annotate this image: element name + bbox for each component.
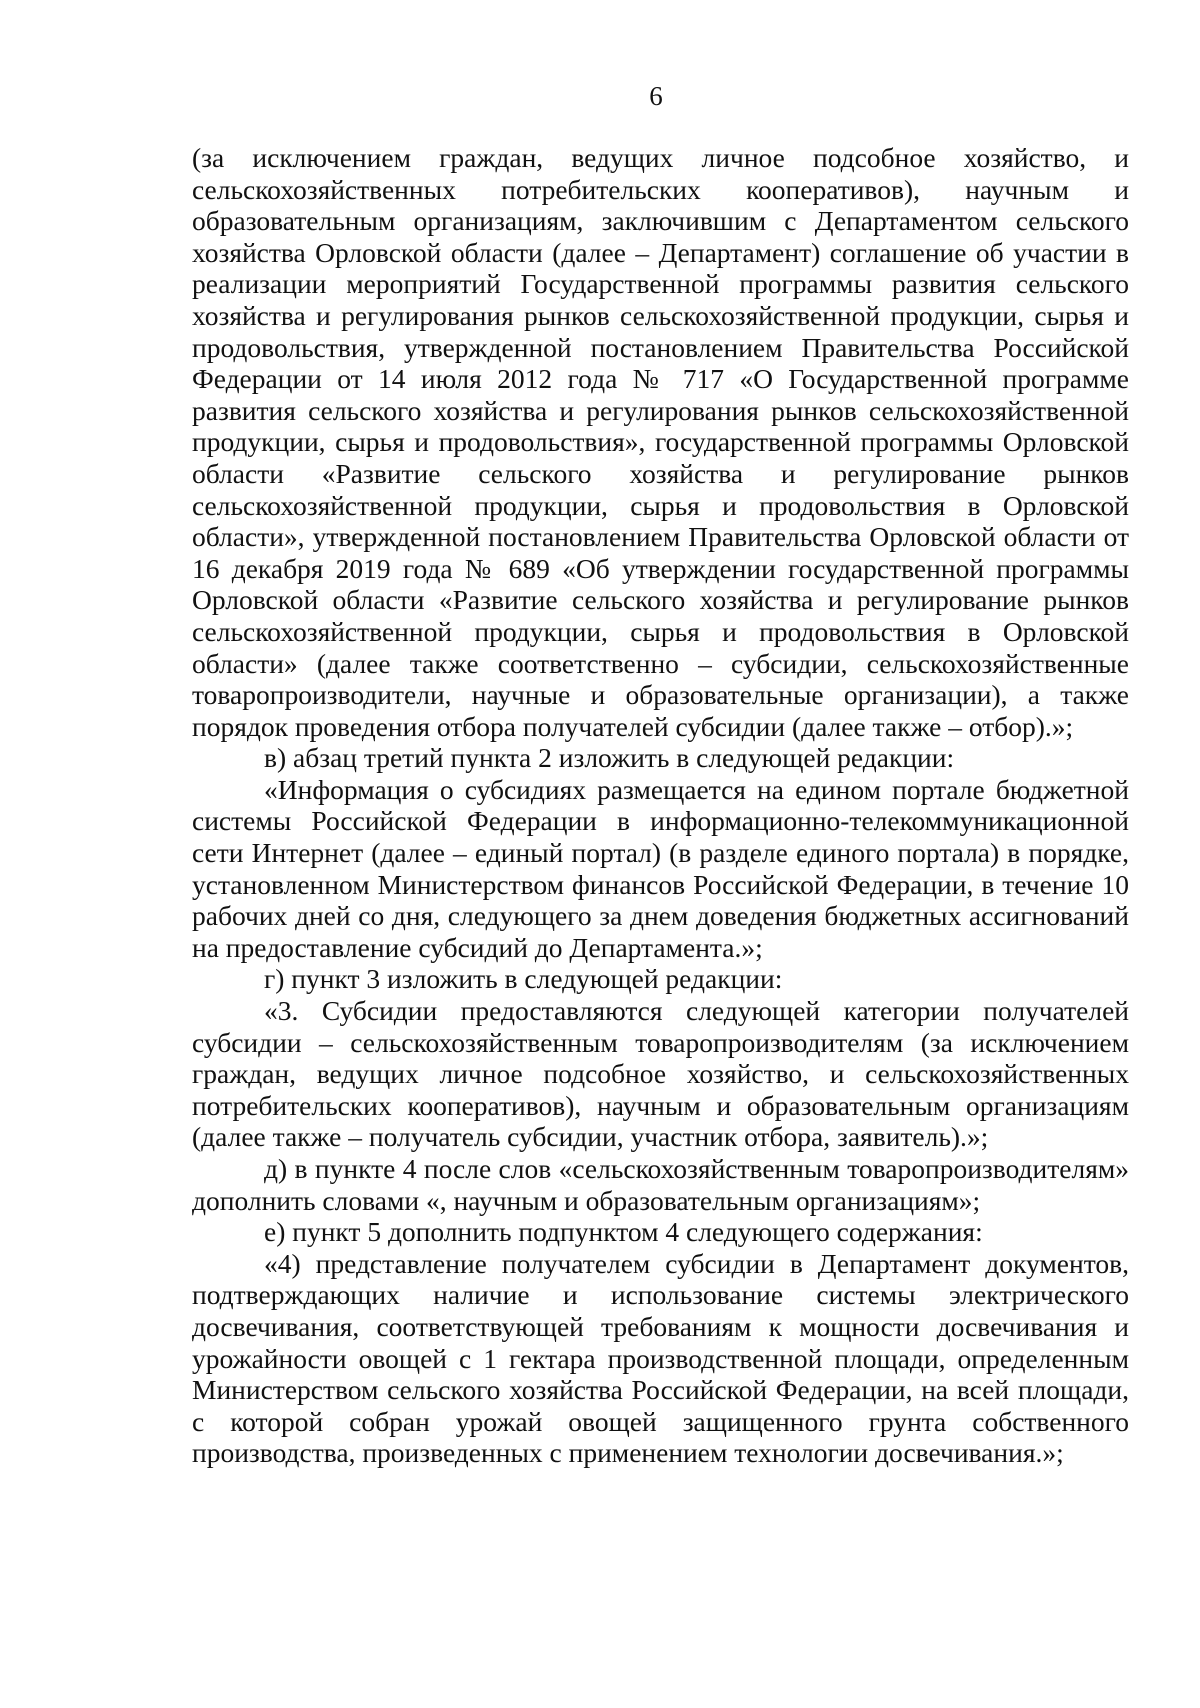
paragraph-quote-subpoint-4: «4) представление получателем субсидии в Департамент документов, подтверждающих наличие и использование системы электрического досвечивания, соответствующей требованиям к мощности досвечивания и урожайности овощей с 1 гектара производственной площади, определенным Министерством сельского хозяйства Российской Федерации, на всей площади, с которой собран урожай овощей защищенного грунта собственного производства, произведенных с применением технологии досвечивания.»; [192,1247,1129,1469]
paragraph-quote-point-3: «3. Субсидии предоставляются следующей категории получателей субсидии – сельскохозяйственным товаропроизводителям (за исключением граждан, ведущих личное подсобное хозяйство, и сельскохозяйственных потребительских кооперативов), научным и образовательным организациям (далее также – получатель субсидии, участник отбора, заявитель).»; [192,995,1129,1153]
paragraph-quote-information: «Информация о субсидиях размещается на едином портале бюджетной системы Российской Федерации в информационно-телекоммуникационной сети Интернет (далее – единый портал) (в разделе единого портала) в порядке, установленном Министерством финансов Российской Федерации, в течение 10 рабочих дней со дня, следующего за днем доведения бюджетных ассигнований на предоставление субсидий до Департамента.»; [192,773,1129,963]
paragraph-item-d: д) в пункте 4 после слов «сельскохозяйственным товаропроизводителям» дополнить словами «, научным и образовательным организациям»; [192,1153,1129,1216]
page-number: 6 [649,81,663,111]
paragraph-item-v: в) абзац третий пункта 2 изложить в следующей редакции: [264,742,955,774]
paragraph-continuation: (за исключением граждан, ведущих личное подсобное хозяйство, и сельскохозяйственных потребительских кооперативов), научным и образовательным организациям, заключившим с Департаментом сельского хозяйства Орловской области (далее – Департамент) соглашение об участии в реализации мероприятий Государственной программы развития сельского хозяйства и регулирования рынков сельскохозяйственной продукции, сырья и продовольствия, утвержденной постановлением Правительства Российской Федерации от 14 июля 2012 года № 717 «О Государственной программе развития сельского хозяйства и регулирования рынков сельскохозяйственной продукции, сырья и продовольствия», государственной программы Орловской области «Развитие сельского хозяйства и регулирование рынков сельскохозяйственной продукции, сырья и продовольствия в Орловской области», утвержденной постановлением Правительства Орловской области от 16 декабря 2019 года № 689 «Об утверждении государственной программы Орловской области «Развитие сельского хозяйства и регулирование рынков сельскохозяйственной продукции, сырья и продовольствия в Орловской области» (далее также соответственно – субсидии, сельскохозяйственные товаропроизводители, научные и образовательные организации), а также порядок проведения отбора получателей субсидии (далее также – отбор).»; [192,142,1129,742]
paragraph-item-e: е) пункт 5 дополнить подпунктом 4 следующего содержания: [264,1216,983,1248]
paragraph-item-g: г) пункт 3 изложить в следующей редакции: [264,963,783,995]
document-body [192,142,1129,1469]
